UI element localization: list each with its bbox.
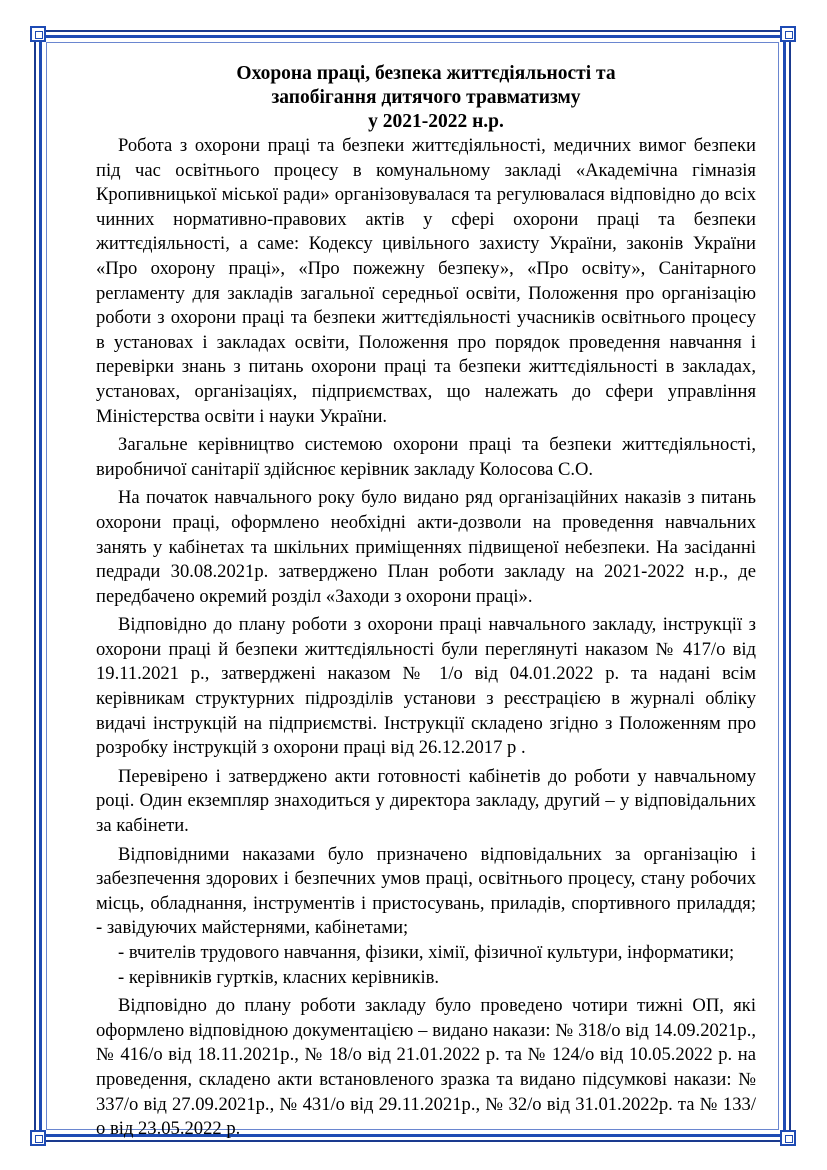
border-corner-bottom-left — [30, 1130, 46, 1146]
paragraph-school-year-start: На початок навчального року було видано ряд організаційних наказів з питань охорони праці, оформлено необхідні акти-дозволи на проведення навчальних занять у кабінетах та шкільних приміщеннях підвищеної небезпеки. На засіданні педради 30.08.2021р. затверджено План роботи закладу на 2021-2022 н.р., де передбачено окремий розділ «Заходи з охорони праці». — [96, 487, 756, 607]
title-line-2: запобігання дитячого травматизму — [271, 87, 581, 108]
document-body — [96, 62, 756, 1146]
list-item-teachers: - вчителів трудового навчання, фізики, хімії, фізичної культури, інформатики; — [118, 942, 735, 963]
paragraph-readiness-acts: Перевірено і затверджено акти готовності кабінетів до роботи у навчальному році. Один екземпляр знаходиться у директора закладу, другий – у відповідальних за кабінети. — [96, 765, 756, 837]
list-item-club-leaders: - керівників гуртків, класних керівників. — [118, 966, 440, 988]
paragraph-safety-weeks: Відповідно до плану роботи закладу було проведено чотири тижні ОП, які оформлено відповідною документацією – видано накази: № 318/о від 14.09.2021р., № 416/о від 18.11.2021р., № 18/о від 21.01.2022 р. та № 124/о від 10.05.2022 р. на проведення, складено акти встановленого зразка та видано підсумкові накази: № 337/о від 27.09.2021р., № 431/о від 29.11.2021р., № 32/о від 31.01.2022р. та № 133/о від 23.05.2022 р. — [96, 995, 756, 1140]
paragraph-instructions: Відповідно до плану роботи з охорони праці навчального закладу, інструкції з охорони праці й безпеки життєдіяльності були переглянуті наказом № 417/о від 19.11.2021 р., затверджені наказом № 1/о від 04.01.2022 р. та надані всім керівникам структурних підрозділів установи з реєстрацією в журналі обліку видачі інструкцій на підприємстві. Інструкції складено згідно з Положенням про розробку інструкцій з охорони праці від 26.12.2017 р . — [96, 614, 756, 759]
paragraph-management: Загальне керівництво системою охорони праці та безпеки життєдіяльності, виробничої санітарії здійснює керівник закладу Колосова С.О. — [96, 434, 756, 480]
paragraph-legal-framework: Робота з охорони праці та безпеки життєдіяльності, медичних вимог безпеки під час освітнього процесу в комунальному закладі «Академічна гімназія Кропивницької міської ради» організовувалася та регулювалася відповідно до всіх чинних нормативно-правових актів у сфері охорони праці та безпеки життєдіяльності, а саме: Кодексу цивільного захисту України, законів України «Про охорону праці», «Про пожежну безпеку», «Про освіту», Санітарного регламенту для закладів загальної середньої освіти, Положення про організацію роботи з охорони праці та безпеки життєдіяльності учасників освітнього процесу в установах і закладах освіти, Положення про порядок проведення навчання і перевірки знань з питань охорони праці та безпеки життєдіяльності в закладах, установах, організаціях, підприємствах, що належать до сфери управління Міністерства освіти і науки України. — [96, 135, 756, 427]
title-line-1: Охорона праці, безпека життєдіяльності та — [236, 63, 616, 84]
paragraph-responsible-persons: Відповідними наказами було призначено відповідальних за організацію і забезпечення здорових і безпечних умов праці, освітнього процесу, стану робочих місць, обладнання, інструментів і пристосувань, приладів, спортивного приладдя; - завідуючих майстернями, кабінетами; — [96, 843, 756, 939]
title-line-3: у 2021-2022 н.р. — [368, 111, 504, 132]
border-corner-top-left — [30, 26, 46, 42]
border-corner-top-right — [780, 26, 796, 42]
border-corner-bottom-right — [780, 1130, 796, 1146]
document-title — [96, 62, 756, 134]
